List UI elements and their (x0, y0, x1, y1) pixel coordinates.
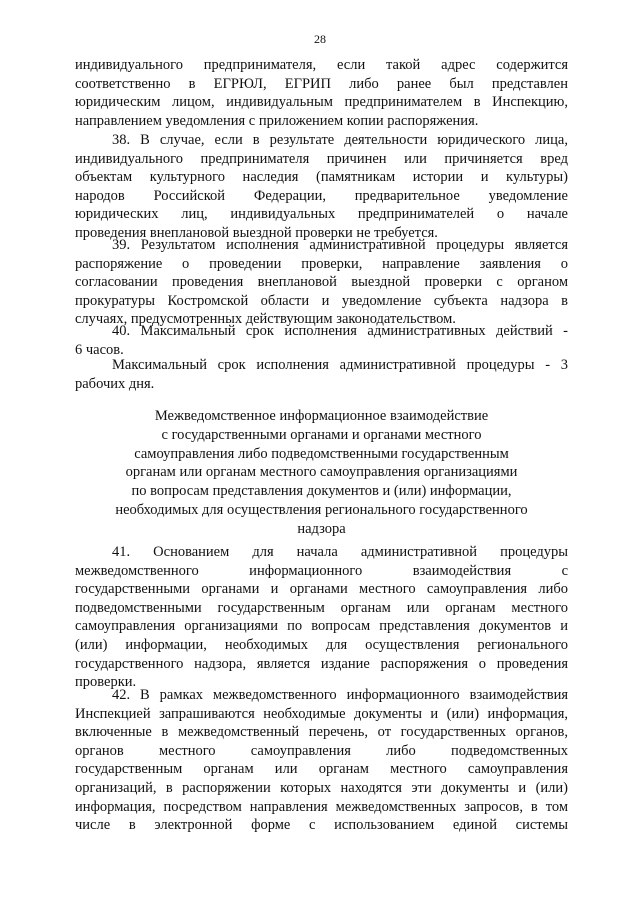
paragraph-continuation (75, 56, 568, 130)
text-line: государственного надзора, является издание распоряжения о проведения (75, 655, 568, 672)
text-line: направлением уведомления с приложением копии распоряжения. (75, 112, 479, 129)
text-line: юридическим лицом, индивидуальным предпринимателем в Инспекцию, (75, 94, 568, 111)
text-line: самоуправления организациями по вопросам представления документов и (75, 618, 568, 635)
paragraph-42 (75, 686, 568, 835)
text-line: 6 часов. (75, 341, 124, 358)
text-line: прокуратуры Костромской области и уведомление субъекта надзора в (75, 292, 568, 309)
heading-line: Межведомственное информационное взаимодействие (154, 408, 489, 424)
page-number: 28 (314, 32, 326, 46)
section-heading (100, 407, 543, 539)
text-line: 38. В случае, если в результате деятельности юридического лица, (112, 132, 568, 148)
text-line: 39. Результатом исполнения административной процедуры является (112, 237, 568, 253)
paragraph-41 (75, 543, 568, 692)
text-line: Инспекцией запрашиваются необходимые документы и (или) информация, (75, 705, 568, 722)
text-line: согласовании проведения внеплановой выездной проверки с органом (75, 274, 568, 291)
text-line: соответственно в ЕГРЮЛ, ЕГРИП либо ранее был представлен (75, 75, 568, 92)
text-line: государственным органам или органам местного самоуправления (75, 761, 568, 778)
text-line: 41. Основанием для начала административной процедуры (112, 544, 568, 560)
paragraph-38 (75, 131, 568, 243)
text-line: органов местного самоуправления либо подведомственных (75, 742, 568, 759)
text-line: юридических лиц, индивидуальных предпринимателей о начале (75, 206, 568, 223)
heading-line: органам или органам местного самоуправления организациями (125, 464, 518, 481)
text-line: числе в электронной форме с использованием единой системы (75, 817, 568, 834)
text-line: проверки. (75, 674, 137, 691)
paragraph-40 (75, 322, 568, 359)
text-line: 40. Максимальный срок исполнения административных действий - (112, 323, 568, 339)
text-line: народов Российской Федерации, предварительное уведомление (75, 187, 568, 204)
text-line: рабочих дня. (75, 375, 155, 392)
text-line: включенные в межведомственный перечень, от государственных органов, (75, 724, 568, 741)
text-line: (или) информации, необходимых для осуществления регионального (75, 636, 568, 653)
text-line: случаях, предусмотренных действующим законодательством. (75, 311, 456, 328)
text-line: проведения внеплановой выездной проверки не требуется. (75, 224, 438, 241)
paragraph-max-term (75, 356, 568, 393)
heading-line: по вопросам представления документов и (или) информации, (131, 483, 512, 500)
heading-line: надзора (297, 520, 346, 537)
paragraph-39 (75, 236, 568, 329)
heading-line: самоуправления либо подведомственными государственным (134, 445, 509, 462)
heading-line: необходимых для осуществления регионального государственного (115, 501, 528, 518)
text-line: 42. В рамках межведомственного информационного взаимодействия (112, 687, 568, 703)
text-line: межведомственного информационного взаимодействия с (75, 562, 568, 579)
text-line: организаций, в распоряжении которых находятся эти документы и (или) (75, 779, 568, 796)
text-line: индивидуального предпринимателя, если такой адрес содержится (75, 57, 568, 73)
text-line: Максимальный срок исполнения административной процедуры - 3 (112, 357, 568, 373)
text-line: объектам культурного наследия (памятникам истории и культуры) (75, 169, 568, 186)
text-line: подведомственными государственным органам или органам местного (75, 599, 568, 616)
heading-line: с государственными органами и органами местного (161, 426, 482, 443)
text-line: государственными органами и органами местного самоуправления либо (75, 581, 568, 598)
text-line: распоряжение о проведении проверки, направление заявления о (75, 255, 568, 272)
text-line: информация, посредством направления межведомственных запросов, в том (75, 798, 568, 815)
text-line: индивидуального предпринимателя причинен или причиняется вред (75, 150, 568, 167)
